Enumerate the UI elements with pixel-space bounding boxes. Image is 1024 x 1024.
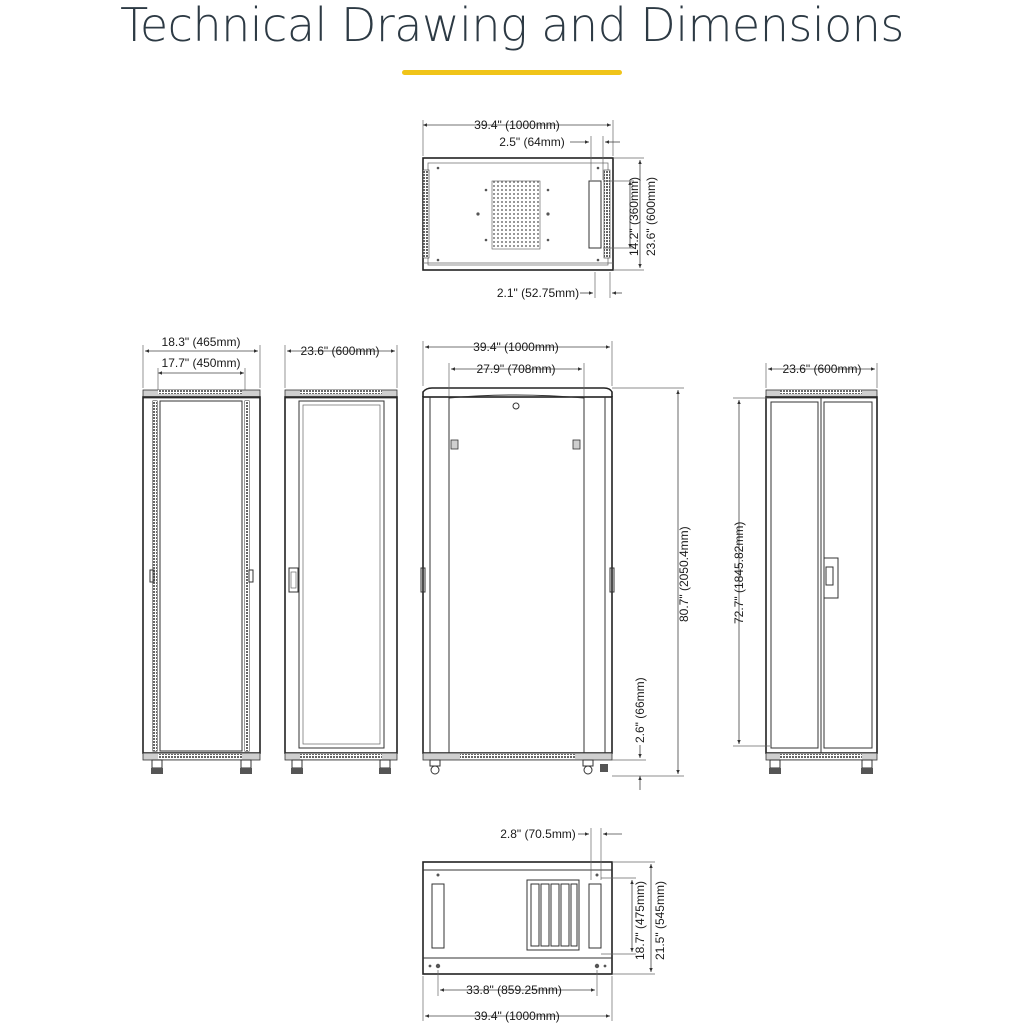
rear-view xyxy=(766,390,877,774)
bottom-dimensions xyxy=(423,827,667,1023)
dim-top-bottom-offset: 2.1" (52.75mm) xyxy=(496,286,580,300)
dim-side-outer: 18.3" (465mm) xyxy=(161,335,241,349)
dim-rear-width: 23.6" (600mm) xyxy=(782,362,862,376)
frame-side-dimensions xyxy=(143,335,260,390)
front-door-handle xyxy=(289,568,298,592)
dim-bottom-depth-inner: 18.7" (475mm) xyxy=(633,881,647,960)
rear-dimensions xyxy=(732,362,877,746)
side-dimensions xyxy=(423,340,691,790)
top-view-dimensions xyxy=(423,118,658,300)
top-cable-cutout xyxy=(589,181,601,248)
dim-top-depth: 23.6" (600mm) xyxy=(644,177,658,256)
rear-door-right xyxy=(824,402,872,748)
dim-rear-height: 72.7" (1845.82mm) xyxy=(732,521,746,624)
top-view xyxy=(423,158,613,270)
dim-bottom-inner-width: 33.8" (859.25mm) xyxy=(466,983,562,997)
dim-bottom-depth: 21.5" (545mm) xyxy=(653,881,667,960)
dim-bottom-offset: 2.8" (70.5mm) xyxy=(500,827,576,841)
dim-side-inner: 17.7" (450mm) xyxy=(161,356,241,370)
rear-door-left xyxy=(771,402,818,748)
front-door-glass xyxy=(299,401,384,748)
dim-front-width: 23.6" (600mm) xyxy=(300,344,380,358)
bottom-view xyxy=(423,862,612,974)
bottom-view-outline xyxy=(423,862,612,974)
page-title: Technical Drawing and Dimensions xyxy=(120,0,904,52)
dim-top-width: 39.4" (1000mm) xyxy=(474,118,560,132)
dim-top-offset: 2.5" (64mm) xyxy=(499,135,565,149)
side-view xyxy=(421,388,614,774)
frame-side-view xyxy=(143,390,260,774)
front-view xyxy=(285,390,397,774)
dim-bottom-width: 39.4" (1000mm) xyxy=(474,1009,560,1023)
dim-side-inner-width: 27.9" (708mm) xyxy=(476,362,556,376)
dim-foot-height: 2.6" (66mm) xyxy=(633,677,647,743)
dim-top-depth-inner: 14.2" (360mm) xyxy=(627,177,641,256)
top-vent-grid xyxy=(492,181,540,249)
dim-total-height: 80.7" (2050.4mm) xyxy=(677,526,691,622)
front-dimensions xyxy=(285,344,397,388)
dim-side-width: 39.4" (1000mm) xyxy=(473,340,559,354)
